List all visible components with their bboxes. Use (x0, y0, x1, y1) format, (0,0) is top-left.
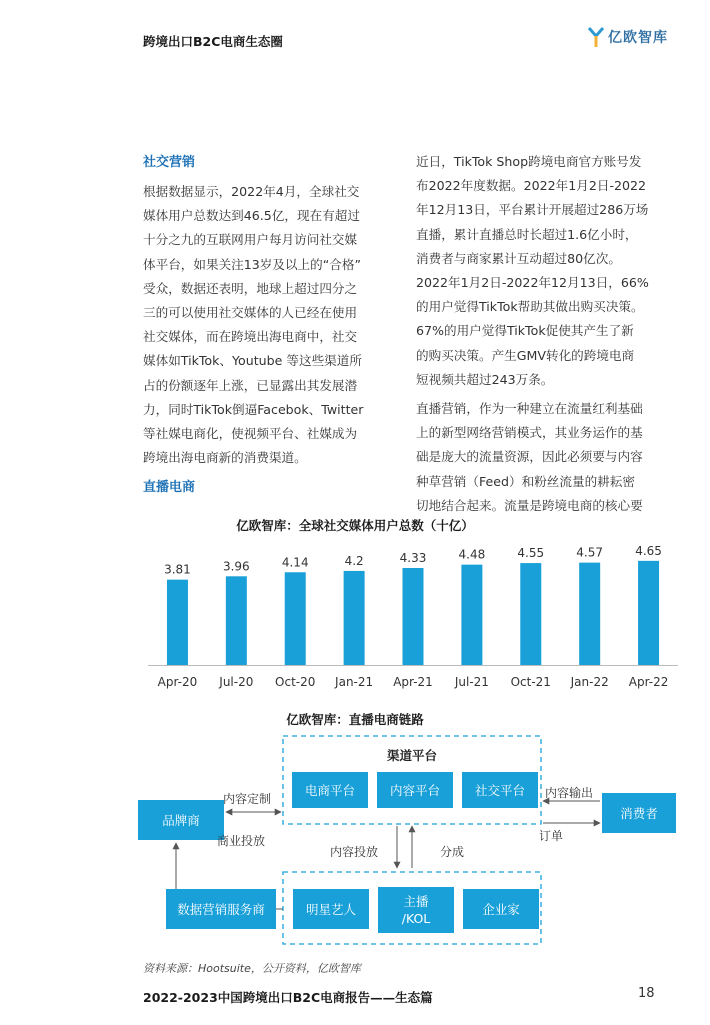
text-line: 体平台，如果关注13岁及以上的“合格” (143, 256, 361, 272)
text-line: 消费者与商家累计互动超过80亿次。 (416, 250, 621, 266)
page-number: 18 (638, 986, 655, 1001)
channel-content-box: 内容平台 (377, 772, 453, 808)
label-share: 分成 (440, 845, 465, 859)
text-line: 直播，累计直播总时长超过1.6亿小时， (416, 226, 638, 242)
label-content-output: 内容输出 (545, 786, 594, 800)
bar-value-label: 4.2 (344, 553, 364, 568)
x-tick-label: Oct-21 (510, 675, 551, 689)
brand-box: 品牌商 (138, 800, 224, 840)
x-tick-label: Jan-21 (335, 675, 374, 689)
label-order: 订单 (539, 829, 564, 843)
text-line: 力，同时TikTok倒逼Facebok、Twitter (143, 401, 364, 417)
x-tick-label: Jul-20 (219, 675, 254, 689)
text-line: 社交媒体，而在跨境出海电商中，社交 (143, 329, 358, 345)
x-tick-label: Apr-21 (393, 675, 433, 689)
data-service-box: 数据营销服务商 (166, 889, 276, 929)
text-line: 占的份额逐年上涨，已显露出其发展潜 (143, 377, 358, 393)
x-tick-label: Jan-22 (570, 675, 609, 689)
text-line: 上的新型网络营销模式，其业务运作的基 (416, 425, 643, 441)
x-tick-label: Apr-22 (628, 675, 669, 689)
report-header-title: 跨境出口B2C电商生态圈 (143, 34, 283, 49)
label-content-ad: 内容投放 (330, 845, 379, 859)
text-line: 受众，数据还表明，地球上超过四分之 (143, 280, 358, 296)
logo-text: 亿欧智库 (608, 30, 668, 46)
bar-value-label: 4.57 (576, 545, 604, 560)
footer-title: 2022-2023中国跨境出口B2C电商报告——生态篇 (143, 990, 433, 1005)
bar-value-label: 3.96 (222, 559, 250, 574)
channel-group-label: 渠道平台 (386, 748, 437, 763)
text-line: 根据数据显示，2022年4月，全球社交 (143, 184, 360, 199)
bar-value-label: 4.55 (517, 546, 545, 561)
x-tick-label: Apr-20 (157, 675, 198, 689)
text-line: 切地结合起来。流量是跨境电商的核心要 (416, 497, 643, 513)
bar-value-label: 3.81 (164, 562, 191, 577)
source-note: 资料来源：Hootsuite，公开资料，亿欧智库 (143, 962, 361, 975)
text-line: 跨境出海电商新的消费渠道。 (143, 450, 307, 466)
bar-value-label: 4.33 (399, 551, 427, 566)
text-line: 短视频共超过243万条。 (416, 371, 554, 387)
label-content-custom: 内容定制 (223, 792, 272, 806)
text-line: 67%的用户觉得TikTok促使其产生了新 (416, 323, 634, 339)
label-commercial-ad: 商业投放 (217, 834, 266, 848)
text-line: 布2022年度数据。2022年1月2日-2022 (416, 178, 647, 194)
consumer-box: 消费者 (602, 793, 676, 833)
chart-title: 亿欧智库：全球社交媒体用户总数（十亿） (236, 518, 474, 533)
text-line: 近日，TikTok Shop跨境电商官方账号发 (416, 154, 642, 169)
section-title-live: 直播电商 (143, 480, 196, 495)
text-line: 础是庞大的流量资源，因此必须要与内容 (416, 449, 643, 465)
channel-social-box: 社交平台 (462, 772, 538, 808)
text-line: 媒体用户总数达到46.5亿，现在有超过 (143, 208, 360, 224)
text-line: 2022年1月2日-2022年12月13日，66% (416, 275, 649, 291)
text-line: 的购买决策。产生GMV转化的跨境电商 (416, 347, 635, 363)
text-line: 直播营销，作为一种建立在流量红利基础 (416, 401, 643, 416)
streamer-kol-box: 主播 /KOL (378, 887, 454, 933)
text-line: 种草营销（Feed）和粉丝流量的耕耘密 (416, 473, 635, 489)
text-line: 年12月13日，平台累计开展超过286万场 (416, 202, 649, 218)
channel-ecommerce-box: 电商平台 (292, 772, 368, 808)
text-line: 等社媒电商化，使视频平台、社媒成为 (143, 426, 358, 442)
text-line: 媒体如TikTok、Youtube 等这些渠道所 (143, 353, 362, 369)
text-line: 十分之九的互联网用户每月访问社交媒 (143, 232, 358, 248)
streamer-celebrity-box: 明星艺人 (293, 889, 369, 929)
diagram-title: 亿欧智库：直播电商链路 (286, 712, 424, 727)
section-title-social: 社交营销 (143, 155, 196, 170)
bar-value-label: 4.48 (458, 547, 486, 562)
x-tick-label: Jul-21 (454, 675, 489, 689)
text-line: 的用户觉得TikTok帮助其做出购买决策。 (416, 299, 644, 315)
bar-value-label: 4.14 (281, 555, 309, 570)
streamer-entrepreneur-box: 企业家 (463, 889, 539, 929)
x-tick-label: Oct-20 (275, 675, 316, 689)
bar-value-label: 4.65 (635, 543, 662, 558)
text-line: 三的可以使用社交媒体的人已经在使用 (143, 305, 358, 321)
